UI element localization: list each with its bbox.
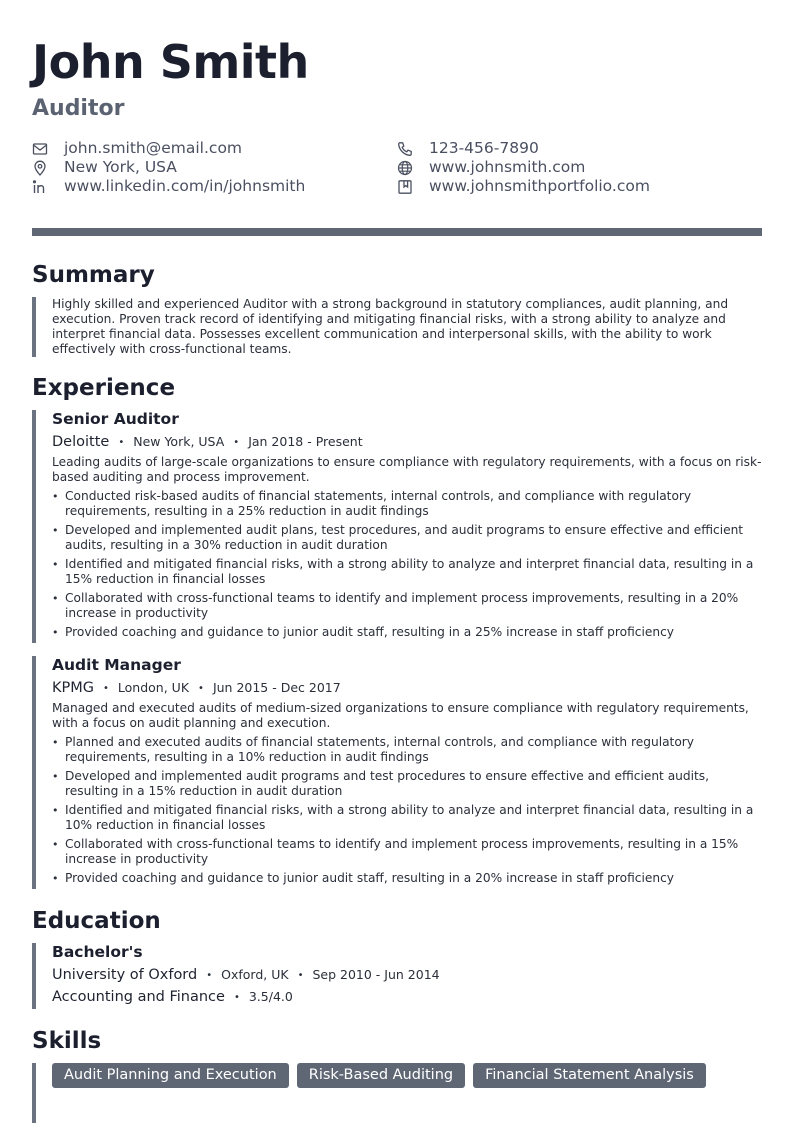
- job-1-bullets: [52, 489, 764, 644]
- portfolio-text[interactable]: www.johnsmithportfolio.com: [429, 177, 650, 195]
- school-location: Oxford, UK: [221, 967, 289, 982]
- school-name: University of Oxford: [52, 967, 198, 983]
- linkedin-icon: [32, 179, 48, 195]
- summary-bar: [32, 297, 36, 357]
- job-location: New York, USA: [133, 434, 225, 449]
- summary-heading: Summary: [32, 262, 155, 288]
- contact-email[interactable]: [32, 139, 242, 158]
- education-field-row: Accounting and Finance • 3.5/4.0: [52, 989, 293, 1005]
- header-divider: [32, 228, 762, 236]
- list-item: • Identified and mitigated financial risks, with a strong ability to analyze and interpret financial data, resulting in a 10% reduction in financial losses: [52, 803, 764, 833]
- bookmark-icon: [397, 179, 413, 195]
- skill-chip: Financial Statement Analysis: [473, 1063, 706, 1088]
- education-heading: Education: [32, 908, 161, 934]
- skill-chip: Audit Planning and Execution: [52, 1063, 289, 1088]
- job-title: Senior Auditor: [52, 410, 179, 428]
- envelope-icon: [32, 141, 48, 157]
- contact-website[interactable]: [397, 158, 585, 177]
- contact-linkedin[interactable]: [32, 177, 305, 196]
- skills-list: [52, 1063, 706, 1088]
- job-description: Managed and executed audits of medium-sized organizations to ensure compliance with regulatory requirements, with a focus on audit planning and execution.: [52, 701, 749, 730]
- map-pin-icon: [32, 160, 48, 176]
- list-item: • Collaborated with cross-functional teams to identify and implement process improvements, resulting in a 15% increase in productivity: [52, 837, 764, 867]
- job-company: KPMG: [52, 680, 94, 696]
- linkedin-text[interactable]: www.linkedin.com/in/johnsmith: [64, 177, 306, 195]
- email-text[interactable]: john.smith@email.com: [64, 139, 243, 157]
- job-company: Deloitte: [52, 434, 110, 450]
- list-item: • Collaborated with cross-functional teams to identify and implement process improvements, resulting in a 20% increase in productivity: [52, 591, 764, 621]
- job-dates: Jun 2015 - Dec 2017: [212, 680, 341, 695]
- phone-icon: [397, 141, 413, 157]
- education-dates: Sep 2010 - Jun 2014: [312, 967, 440, 982]
- contact-portfolio[interactable]: [397, 177, 650, 196]
- contact-location: [32, 158, 177, 177]
- website-text[interactable]: www.johnsmith.com: [429, 158, 586, 176]
- globe-icon: [397, 160, 413, 176]
- contact-phone[interactable]: [397, 139, 539, 158]
- education-bar: [32, 943, 36, 1009]
- summary-text: Highly skilled and experienced Auditor with a strong background in statutory compliances, audit planning, and execution. Proven track record of identifying and mitigating financial risks, with a strong ability to analyze and interpret financial data. Possesses excellent communication and interpersonal skills, with the ability to work effectively with cross-functional teams.: [52, 297, 729, 356]
- job-1-bar: [32, 410, 36, 643]
- list-item: • Conducted risk-based audits of financial statements, internal controls, and compliance with regulatory requirements, resulting in a 25% reduction in audit findings: [52, 489, 764, 519]
- education-meta: University of Oxford • Oxford, UK • Sep 2010 - Jun 2014: [52, 967, 440, 983]
- job-location: London, UK: [117, 680, 190, 695]
- job-2-bullets: [52, 735, 764, 890]
- skills-heading: Skills: [32, 1028, 102, 1054]
- skills-bar: [32, 1063, 36, 1123]
- list-item: • Identified and mitigated financial risks, with a strong ability to analyze and interpret financial data, resulting in a 15% reduction in financial losses: [52, 557, 764, 587]
- job-title: Audit Manager: [52, 656, 181, 674]
- candidate-role: Auditor: [32, 96, 125, 121]
- job-dates: Jan 2018 - Present: [248, 434, 363, 449]
- job-2-bar: [32, 656, 36, 889]
- list-item: • Provided coaching and guidance to junior audit staff, resulting in a 25% increase in staff proficiency: [52, 625, 764, 640]
- list-item: • Planned and executed audits of financial statements, internal controls, and compliance with regulatory requirements, resulting in a 10% reduction in audit findings: [52, 735, 764, 765]
- list-item: • Provided coaching and guidance to junior audit staff, resulting in a 20% increase in staff proficiency: [52, 871, 764, 886]
- list-item: • Developed and implemented audit programs and test procedures to ensure effective and efficient audits, resulting in a 15% reduction in audit duration: [52, 769, 764, 799]
- gpa: 3.5/4.0: [248, 989, 293, 1004]
- phone-text[interactable]: 123-456-7890: [429, 139, 539, 157]
- experience-heading: Experience: [32, 375, 176, 401]
- candidate-name: John Smith: [32, 35, 309, 89]
- skill-chip: Risk-Based Auditing: [297, 1063, 465, 1088]
- job-meta: KPMG • London, UK • Jun 2015 - Dec 2017: [52, 680, 341, 696]
- field-of-study: Accounting and Finance: [52, 989, 225, 1005]
- job-meta: Deloitte • New York, USA • Jan 2018 - Present: [52, 434, 363, 450]
- job-description: Leading audits of large-scale organizations to ensure compliance with regulatory requirements, with a focus on risk-based auditing and process improvement.: [52, 455, 762, 484]
- degree-title: Bachelor's: [52, 943, 143, 961]
- list-item: • Developed and implemented audit plans, test procedures, and audit programs to ensure effective and efficient audits, resulting in a 30% reduction in audit duration: [52, 523, 764, 553]
- location-text: New York, USA: [64, 158, 177, 176]
